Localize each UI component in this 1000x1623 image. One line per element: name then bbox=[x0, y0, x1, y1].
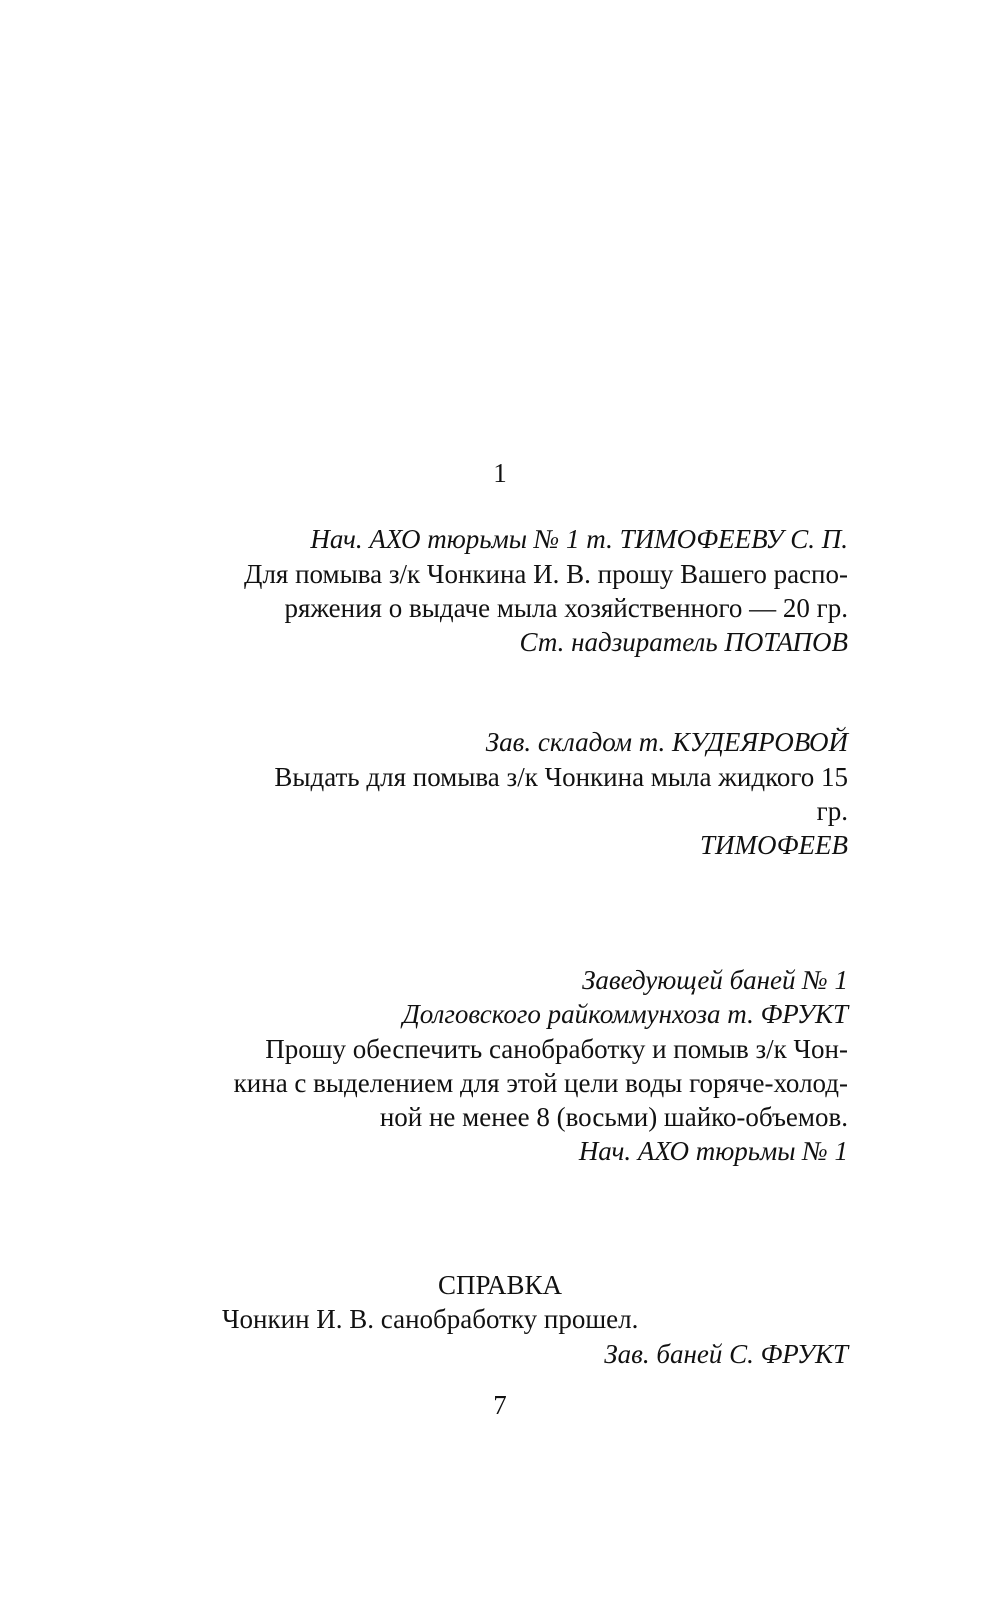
memo3-body-line-1: Прошу обеспечить санобработку и помыв з/к Чон- bbox=[265, 1034, 848, 1064]
memo3-addressee-line-1: Заведующей баней № 1 bbox=[582, 965, 848, 995]
memo3-addressee-line-2: Долговского райкоммунхоза т. ФРУКТ bbox=[402, 999, 848, 1029]
page-number: 7 bbox=[493, 1390, 507, 1420]
certificate-signature: Зав. баней С. ФРУКТ bbox=[604, 1339, 848, 1369]
memo1-addressee: Нач. АХО тюрьмы № 1 т. ТИМОФЕЕВУ С. П. bbox=[310, 524, 848, 554]
memo2-body-line-1: Выдать для помыва з/к Чонкина мыла жидкого 15 bbox=[274, 762, 848, 792]
memo1-signature: Ст. надзиратель ПОТАПОВ bbox=[519, 627, 848, 657]
memo2-signature: ТИМОФЕЕВ bbox=[699, 830, 848, 860]
memo3-body-line-2: кина с выделением для этой цели воды горяче-холод- bbox=[233, 1068, 848, 1098]
memo3-body-line-3: ной не менее 8 (восьми) шайко-объемов. bbox=[379, 1102, 848, 1132]
memo1-body-line-1: Для помыва з/к Чонкина И. В. прошу Вашего распо- bbox=[244, 559, 848, 589]
certificate-body: Чонкин И. В. санобработку прошел. bbox=[222, 1304, 639, 1334]
memo2-body-line-2: гр. bbox=[816, 796, 848, 826]
memo2-addressee: Зав. складом т. КУДЕЯРОВОЙ bbox=[485, 727, 848, 757]
memo1-body-line-2: ряжения о выдаче мыла хозяйственного — 20 гр. bbox=[284, 593, 848, 623]
memo3-signature: Нач. АХО тюрьмы № 1 bbox=[578, 1136, 848, 1166]
certificate-heading: СПРАВКА bbox=[437, 1270, 563, 1300]
section-number: 1 bbox=[493, 458, 507, 488]
